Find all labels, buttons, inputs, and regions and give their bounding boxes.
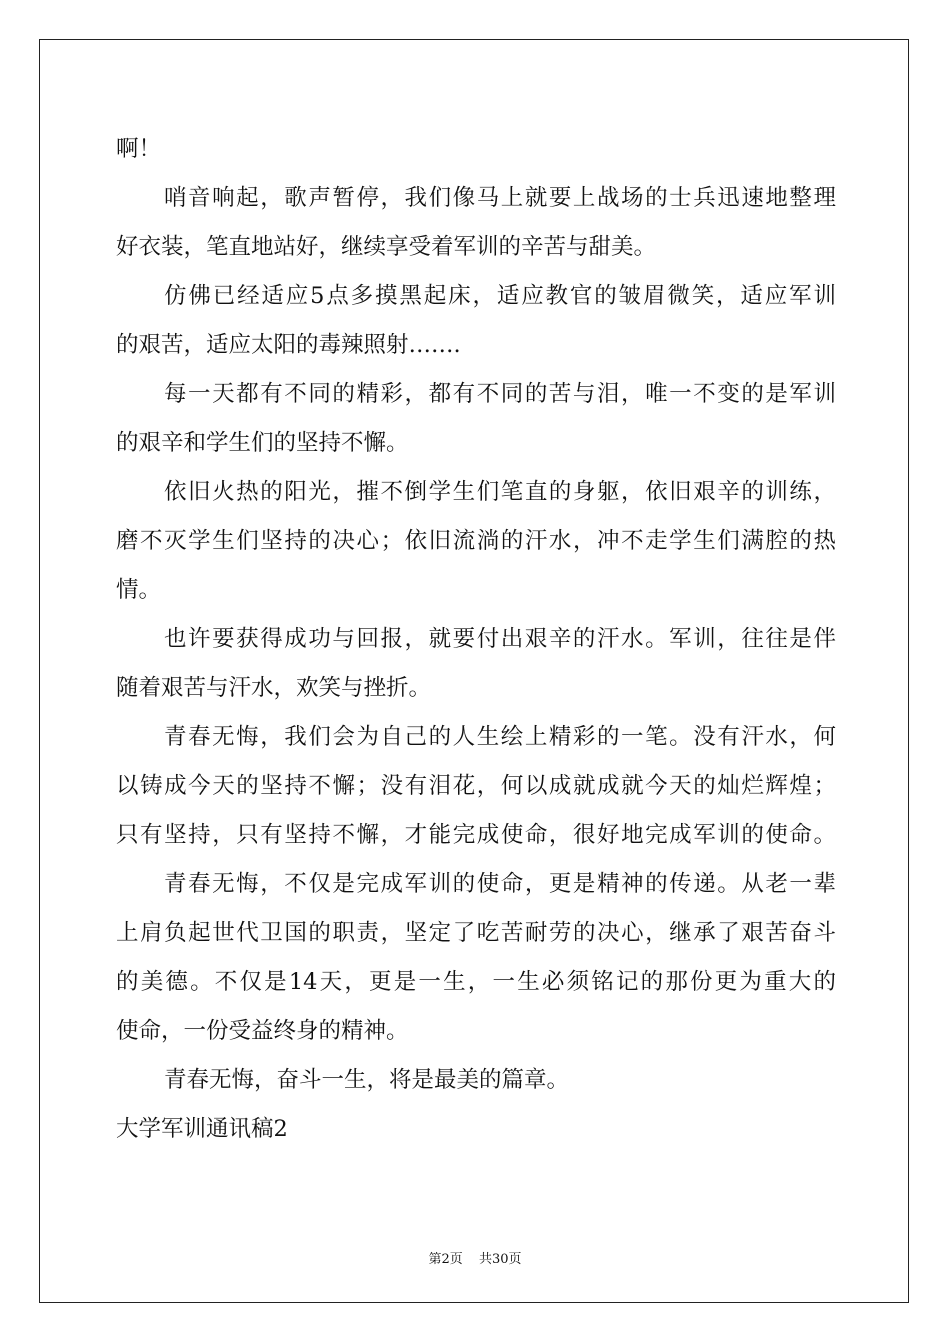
text-line: 的艰苦，适应太阳的毒辣照射……. — [116, 332, 461, 358]
text-line: 啊！ — [116, 136, 162, 162]
text-line: 情。 — [116, 577, 162, 603]
text-line: 依旧火热的阳光，摧不倒学生们笔直的身躯，依旧艰辛的训练， — [164, 479, 836, 505]
page-number: 第2页 — [428, 1252, 463, 1267]
document-body — [116, 125, 836, 1154]
text-line: 上肩负起世代卫国的职责，坚定了吃苦耐劳的决心，继承了艰苦奋斗 — [116, 920, 836, 946]
text-line: 以铸成今天的坚持不懈；没有泪花，何以成就成就今天的灿烂辉煌； — [116, 773, 836, 799]
text-line: 哨音响起，歌声暂停，我们像马上就要上战场的士兵迅速地整理 — [164, 185, 836, 211]
text-line: 好衣装，笔直地站好，继续享受着军训的辛苦与甜美。 — [116, 234, 657, 260]
text-line: 磨不灭学生们坚持的决心；依旧流淌的汗水，冲不走学生们满腔的热 — [116, 528, 836, 554]
text-line: 仿佛已经适应5点多摸黑起床，适应教官的皱眉微笑，适应军训 — [164, 283, 836, 309]
text-line: 的美德。不仅是14天，更是一生，一生必须铭记的那份更为重大的 — [116, 969, 836, 995]
text-line: 只有坚持，只有坚持不懈，才能完成使命，很好地完成军训的使命。 — [116, 822, 836, 848]
text-line: 青春无悔，我们会为自己的人生绘上精彩的一笔。没有汗水，何 — [164, 724, 836, 750]
page-footer — [0, 1248, 950, 1267]
text-line: 随着艰苦与汗水，欢笑与挫折。 — [116, 675, 432, 701]
text-line: 青春无悔，奋斗一生，将是最美的篇章。 — [164, 1067, 570, 1093]
text-line: 每一天都有不同的精彩，都有不同的苦与泪，唯一不变的是军训 — [164, 381, 836, 407]
page-total: 共30页 — [478, 1252, 522, 1267]
text-line: 的艰辛和学生们的坚持不懈。 — [116, 430, 409, 456]
text-line: 大学军训通讯稿2 — [116, 1116, 288, 1142]
text-line: 青春无悔，不仅是完成军训的使命，更是精神的传递。从老一辈 — [164, 871, 836, 897]
text-line: 也许要获得成功与回报，就要付出艰辛的汗水。军训，往往是伴 — [164, 626, 836, 652]
text-line: 使命，一份受益终身的精神。 — [116, 1018, 409, 1044]
